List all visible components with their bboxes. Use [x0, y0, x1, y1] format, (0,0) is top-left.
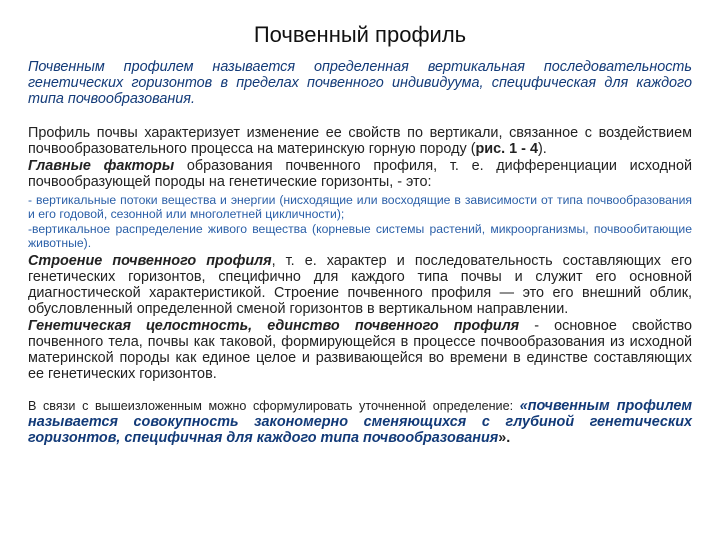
conclusion-end: ».	[498, 430, 511, 446]
conclusion-intro: В связи с вышеизложенным можно сформулировать уточненной определение:	[28, 399, 520, 413]
paragraph-genetic-integrity	[28, 318, 692, 382]
main-factors-lead: Главные факторы	[28, 158, 175, 174]
factor-item: - вертикальные потоки вещества и энергии (нисходящие или восходящие в зависимости от типа почвообразования и его годовой, сезонной или многолетней цикличности);	[28, 193, 692, 221]
paragraph-profile-structure	[28, 253, 692, 317]
profile-properties-end: ).	[537, 141, 547, 157]
genetic-integrity-text: - основное свойство почвенного тела, почвы как таковой, формирующейся в процессе почвообразования из исходной материнской породы как единое целое и развивающейся во времени в единстве составляющих ее генетических горизонтов.	[28, 318, 692, 382]
profile-properties-text: Профиль почвы характеризует изменение ее свойств по вертикали, связанное с воздействием почвообразовательного процесса на материнскую горную породу (	[28, 125, 692, 157]
profile-structure-lead: Строение почвенного профиля	[28, 253, 272, 269]
figure-reference: рис. 1 - 4	[475, 141, 538, 157]
paragraph-profile-properties	[28, 125, 692, 157]
profile-definition: Почвенным профилем называется определенная вертикальная последовательность генетических горизонтов в пределах почвенного индивидуума, специфическая для каждого типа почвообразования.	[28, 59, 692, 107]
profile-structure-text: , т. е. характер и последовательность составляющих его генетических горизонтов, специфично для каждого типа почвы и служит его основной диагностической характеристикой. Строение почвенного профиля — это его внешний облик, обусловленный определенной сменой горизонтов в вертикальном направлении.	[28, 253, 692, 317]
factor-item: -вертикальное распределение живого вещества (корневые системы растений, микроорганизмы, почвообитающие животные).	[28, 222, 692, 250]
genetic-integrity-lead: Генетическая целостность, единство почвенного профиля	[28, 318, 520, 334]
paragraph-conclusion	[28, 398, 692, 446]
refined-definition: «почвенным профилем называется совокупность закономерно сменяющихся с глубиной генетических горизонтов, специфичная для каждого типа почвообразования	[28, 398, 692, 446]
main-factors-text: образования почвенного профиля, т. е. дифференциации исходной почвообразующей породы на генетические горизонты, - это:	[28, 158, 692, 190]
paragraph-main-factors	[28, 158, 692, 190]
slide-title: Почвенный профиль	[253, 22, 467, 47]
